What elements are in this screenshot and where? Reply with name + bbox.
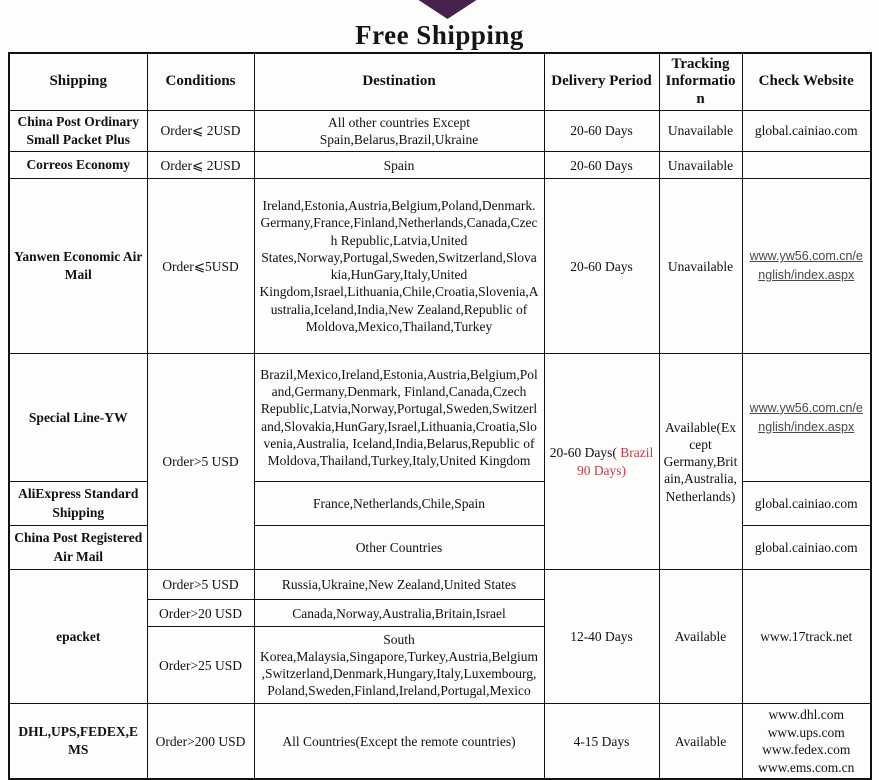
delivery-brazil-note: Brazil 90 Days) (576, 445, 654, 478)
cell-destination: Other Countries (254, 526, 544, 570)
banner (0, 0, 879, 52)
row-yanwen-economic-air-mail (9, 179, 871, 354)
cell-conditions: Order>25 USD (147, 627, 254, 704)
cell-conditions: Order⩽5USD (147, 179, 254, 354)
cell-tracking: Unavailable (659, 152, 742, 179)
row-special-line-yw (9, 354, 871, 482)
cell-tracking: Unavailable (659, 179, 742, 354)
cell-destination: Ireland,Estonia,Austria,Belgium,Poland,Denmark. Germany,France,Finland,Netherlands,Canada,Czech Republic,Latvia,United States,Norway,Portugal,Sweden,Switzerland,Slovakia,HunGary,Italy,United Kingdom,Israel,Lithuania,Chile,Croatia,Slovenia,Australia,Iceland,India,New Zealand,Republic of Moldova,Mexico,Thailand,Turkey (254, 179, 544, 354)
courier-website: www.fedex.com (762, 742, 851, 758)
cell-shipping-name: Yanwen Economic Air Mail (9, 179, 147, 354)
cell-delivery-period: 20-60 Days (544, 110, 659, 151)
page-title: Free Shipping (355, 20, 524, 50)
header-shipping: Shipping (9, 53, 147, 110)
cell-delivery-period: 12-40 Days (544, 570, 659, 704)
header-delivery-period: Delivery Period (544, 53, 659, 110)
cell-destination: Russia,Ukraine,New Zealand,United States (254, 570, 544, 600)
header-tracking-information: Tracking Information (659, 53, 742, 110)
cell-tracking: Available (659, 704, 742, 780)
cell-shipping-name: AliExpress Standard Shipping (9, 482, 147, 526)
cell-check-website (742, 152, 871, 179)
cell-conditions: Order>20 USD (147, 600, 254, 627)
cell-conditions: Order>5 USD (147, 354, 254, 570)
cell-shipping-name: China Post Ordinary Small Packet Plus (9, 110, 147, 151)
cell-delivery-period: 4-15 Days (544, 704, 659, 780)
cell-destination: Spain (254, 152, 544, 179)
cell-destination: France,Netherlands,Chile,Spain (254, 482, 544, 526)
cell-destination: All other countries Except Spain,Belarus,Brazil,Ukraine (254, 110, 544, 151)
delivery-text: 20-60 Days( (549, 445, 617, 461)
cell-conditions: Order>5 USD (147, 570, 254, 600)
cell-shipping-name: Correos Economy (9, 152, 147, 179)
cell-tracking: Available (659, 570, 742, 704)
cell-check-website: www.17track.net (742, 570, 871, 704)
header-destination: Destination (254, 53, 544, 110)
cell-check-website: global.cainiao.com (742, 482, 871, 526)
cell-delivery-period: 20-60 Days (544, 152, 659, 179)
courier-website: www.ems.com.cn (758, 759, 855, 775)
yw56-website-link[interactable]: www.yw56.com.cn/english/index.aspx (749, 400, 863, 434)
cell-destination: South Korea,Malaysia,Singapore,Turkey,Austria,Belgium,Switzerland,Denmark,Hungary,Italy,Luxembourg,Poland,Sweden,Finland,Ireland,Portugal,Mexico (254, 627, 544, 704)
cell-check-website (742, 704, 871, 780)
cell-destination: Brazil,Mexico,Ireland,Estonia,Austria,Belgium,Poland,Germany,Denmark, Finland,Canada,Czech Republic,Latvia,Norway,Portugal,Sweden,Switzerland,Slovakia,HunGary,Israel,Lithuania,Croatia,Slovenia,Australia, Iceland,India,Belarus,Republic of Moldova,Thailand,Turkey,Italy,United Kingdom (254, 354, 544, 482)
row-china-post-small-packet-plus (9, 110, 871, 151)
cell-delivery-period (544, 354, 659, 570)
cell-check-website (742, 354, 871, 482)
header-check-website: Check Website (742, 53, 871, 110)
cell-check-website: global.cainiao.com (742, 526, 871, 570)
shipping-table (8, 52, 872, 780)
row-aliexpress-standard-shipping (9, 482, 871, 526)
courier-website: www.dhl.com (768, 707, 845, 723)
yw56-website-link[interactable]: www.yw56.com.cn/english/index.aspx (749, 249, 863, 283)
cell-conditions: Order⩽ 2USD (147, 110, 254, 151)
cell-destination: All Countries(Except the remote countries) (254, 704, 544, 780)
row-express-couriers (9, 704, 871, 780)
cell-check-website: global.cainiao.com (742, 110, 871, 151)
cell-conditions: Order⩽ 2USD (147, 152, 254, 179)
row-correos-economy (9, 152, 871, 179)
courier-website: www.ups.com (767, 724, 845, 740)
cell-tracking: Available(Except Germany,Britain,Australia,Netherlands) (659, 354, 742, 570)
cell-shipping-name: China Post Registered Air Mail (9, 526, 147, 570)
cell-check-website (742, 179, 871, 354)
down-arrow-icon (419, 0, 477, 19)
header-row (9, 53, 871, 110)
cell-shipping-name: epacket (9, 570, 147, 704)
cell-delivery-period: 20-60 Days (544, 179, 659, 354)
cell-tracking: Unavailable (659, 110, 742, 151)
cell-conditions: Order>200 USD (147, 704, 254, 780)
row-epacket-tier1 (9, 570, 871, 600)
cell-shipping-name: DHL,UPS,FEDEX,EMS (9, 704, 147, 780)
cell-shipping-name: Special Line-YW (9, 354, 147, 482)
row-china-post-registered-air-mail (9, 526, 871, 570)
header-conditions: Conditions (147, 53, 254, 110)
cell-destination: Canada,Norway,Australia,Britain,Israel (254, 600, 544, 627)
